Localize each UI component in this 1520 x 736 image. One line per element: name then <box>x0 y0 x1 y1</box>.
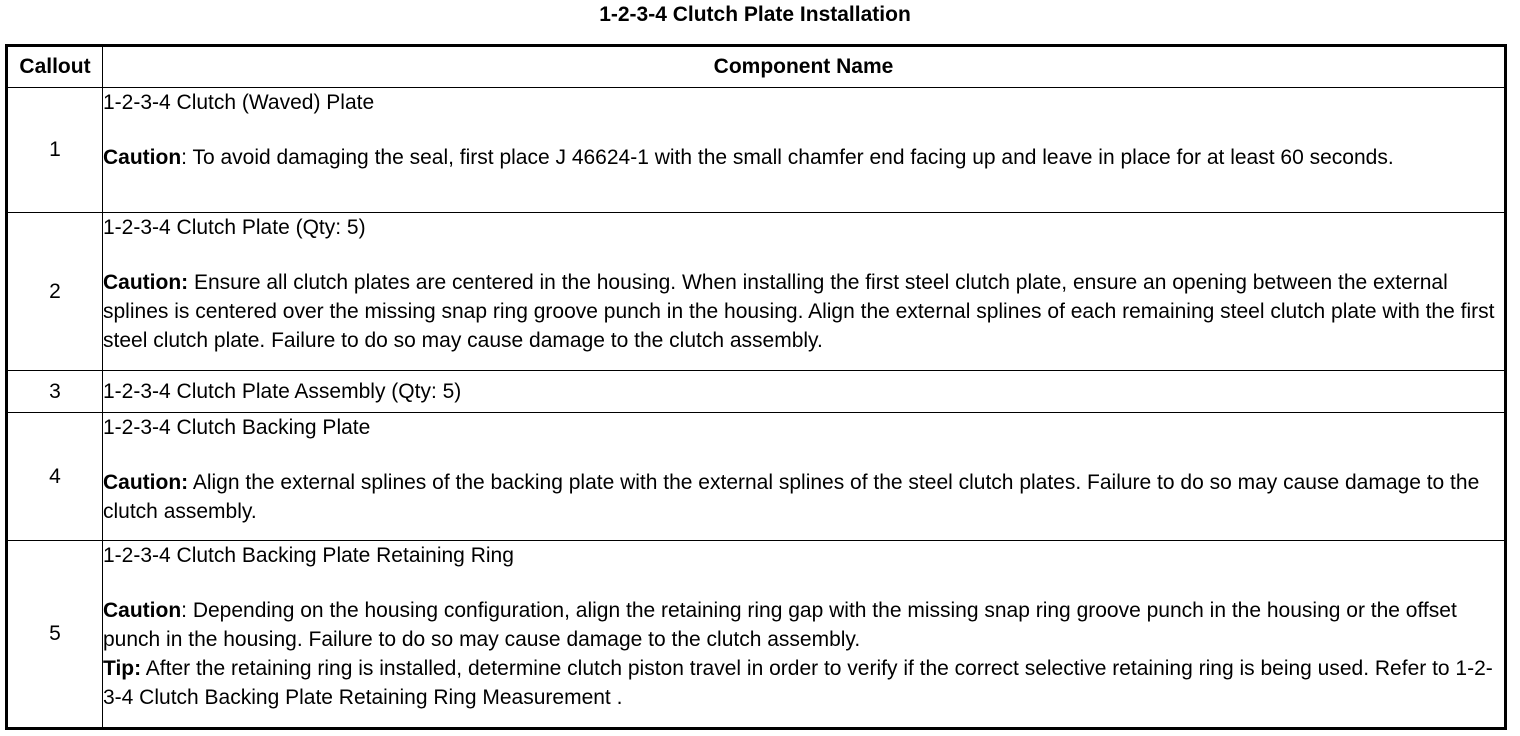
caution-note <box>103 596 1504 654</box>
component-name-column-header: Component Name <box>103 46 1506 88</box>
callout-number: 3 <box>7 371 103 413</box>
component-cell <box>103 413 1506 541</box>
page-title: 1-2-3-4 Clutch Plate Installation <box>599 3 911 26</box>
callout-number: 5 <box>7 541 103 729</box>
caution-label: Caution <box>103 599 182 622</box>
table-row <box>7 541 1506 729</box>
table-row <box>7 213 1506 371</box>
callout-number: 1 <box>7 88 103 213</box>
tip-text: After the retaining ring is installed, determine clutch piston travel in order to verify if the correct selective retaining ring is being used. Refer to 1-2-3-4 Clutch Backing Plate Retaining Ring Measurement . <box>103 657 1493 709</box>
caution-label: Caution <box>103 146 182 169</box>
table-header-row <box>7 46 1506 88</box>
component-name: 1-2-3-4 Clutch Backing Plate Retaining Ring <box>103 544 514 567</box>
caution-text: : To avoid damaging the seal, first place J 46624-1 with the small chamfer end facing up and leave in place for at least 60 seconds. <box>181 146 1394 169</box>
caution-text: Align the external splines of the backing plate with the external splines of the steel clutch plates. Failure to do so may cause damage to the clutch assembly. <box>103 471 1480 523</box>
component-cell <box>103 88 1506 213</box>
callout-column-header: Callout <box>7 46 103 88</box>
component-table <box>5 44 1507 730</box>
callout-number: 4 <box>7 413 103 541</box>
table-row <box>7 371 1506 413</box>
component-cell <box>103 213 1506 371</box>
component-name: 1-2-3-4 Clutch (Waved) Plate <box>103 91 375 114</box>
component-cell <box>103 541 1506 729</box>
caution-text: : Depending on the housing configuration, align the retaining ring gap with the missing snap ring groove punch in the housing or the offset punch in the housing. Failure to do so may cause damage to the clutch assembly. <box>103 599 1457 651</box>
tip-note <box>103 654 1504 712</box>
table-row <box>7 413 1506 541</box>
component-cell <box>103 371 1506 413</box>
caution-text: Ensure all clutch plates are centered in the housing. When installing the first steel clutch plate, ensure an opening between the external splines is centered over the missing snap ring groove punch in the housing. Align the external splines of each remaining steel clutch plate with the first steel clutch plate. Failure to do so may cause damage to the clutch assembly. <box>103 271 1495 352</box>
caution-note <box>103 143 1504 172</box>
caution-note <box>103 468 1504 526</box>
caution-label: Caution: <box>103 271 189 294</box>
caution-label: Caution: <box>103 471 189 494</box>
callout-number: 2 <box>7 213 103 371</box>
component-name: 1-2-3-4 Clutch Backing Plate <box>103 416 371 439</box>
caution-note <box>103 268 1504 355</box>
component-name: 1-2-3-4 Clutch Plate (Qty: 5) <box>103 216 366 239</box>
tip-label: Tip: <box>103 657 142 680</box>
component-name: 1-2-3-4 Clutch Plate Assembly (Qty: 5) <box>103 380 462 403</box>
table-row <box>7 88 1506 213</box>
